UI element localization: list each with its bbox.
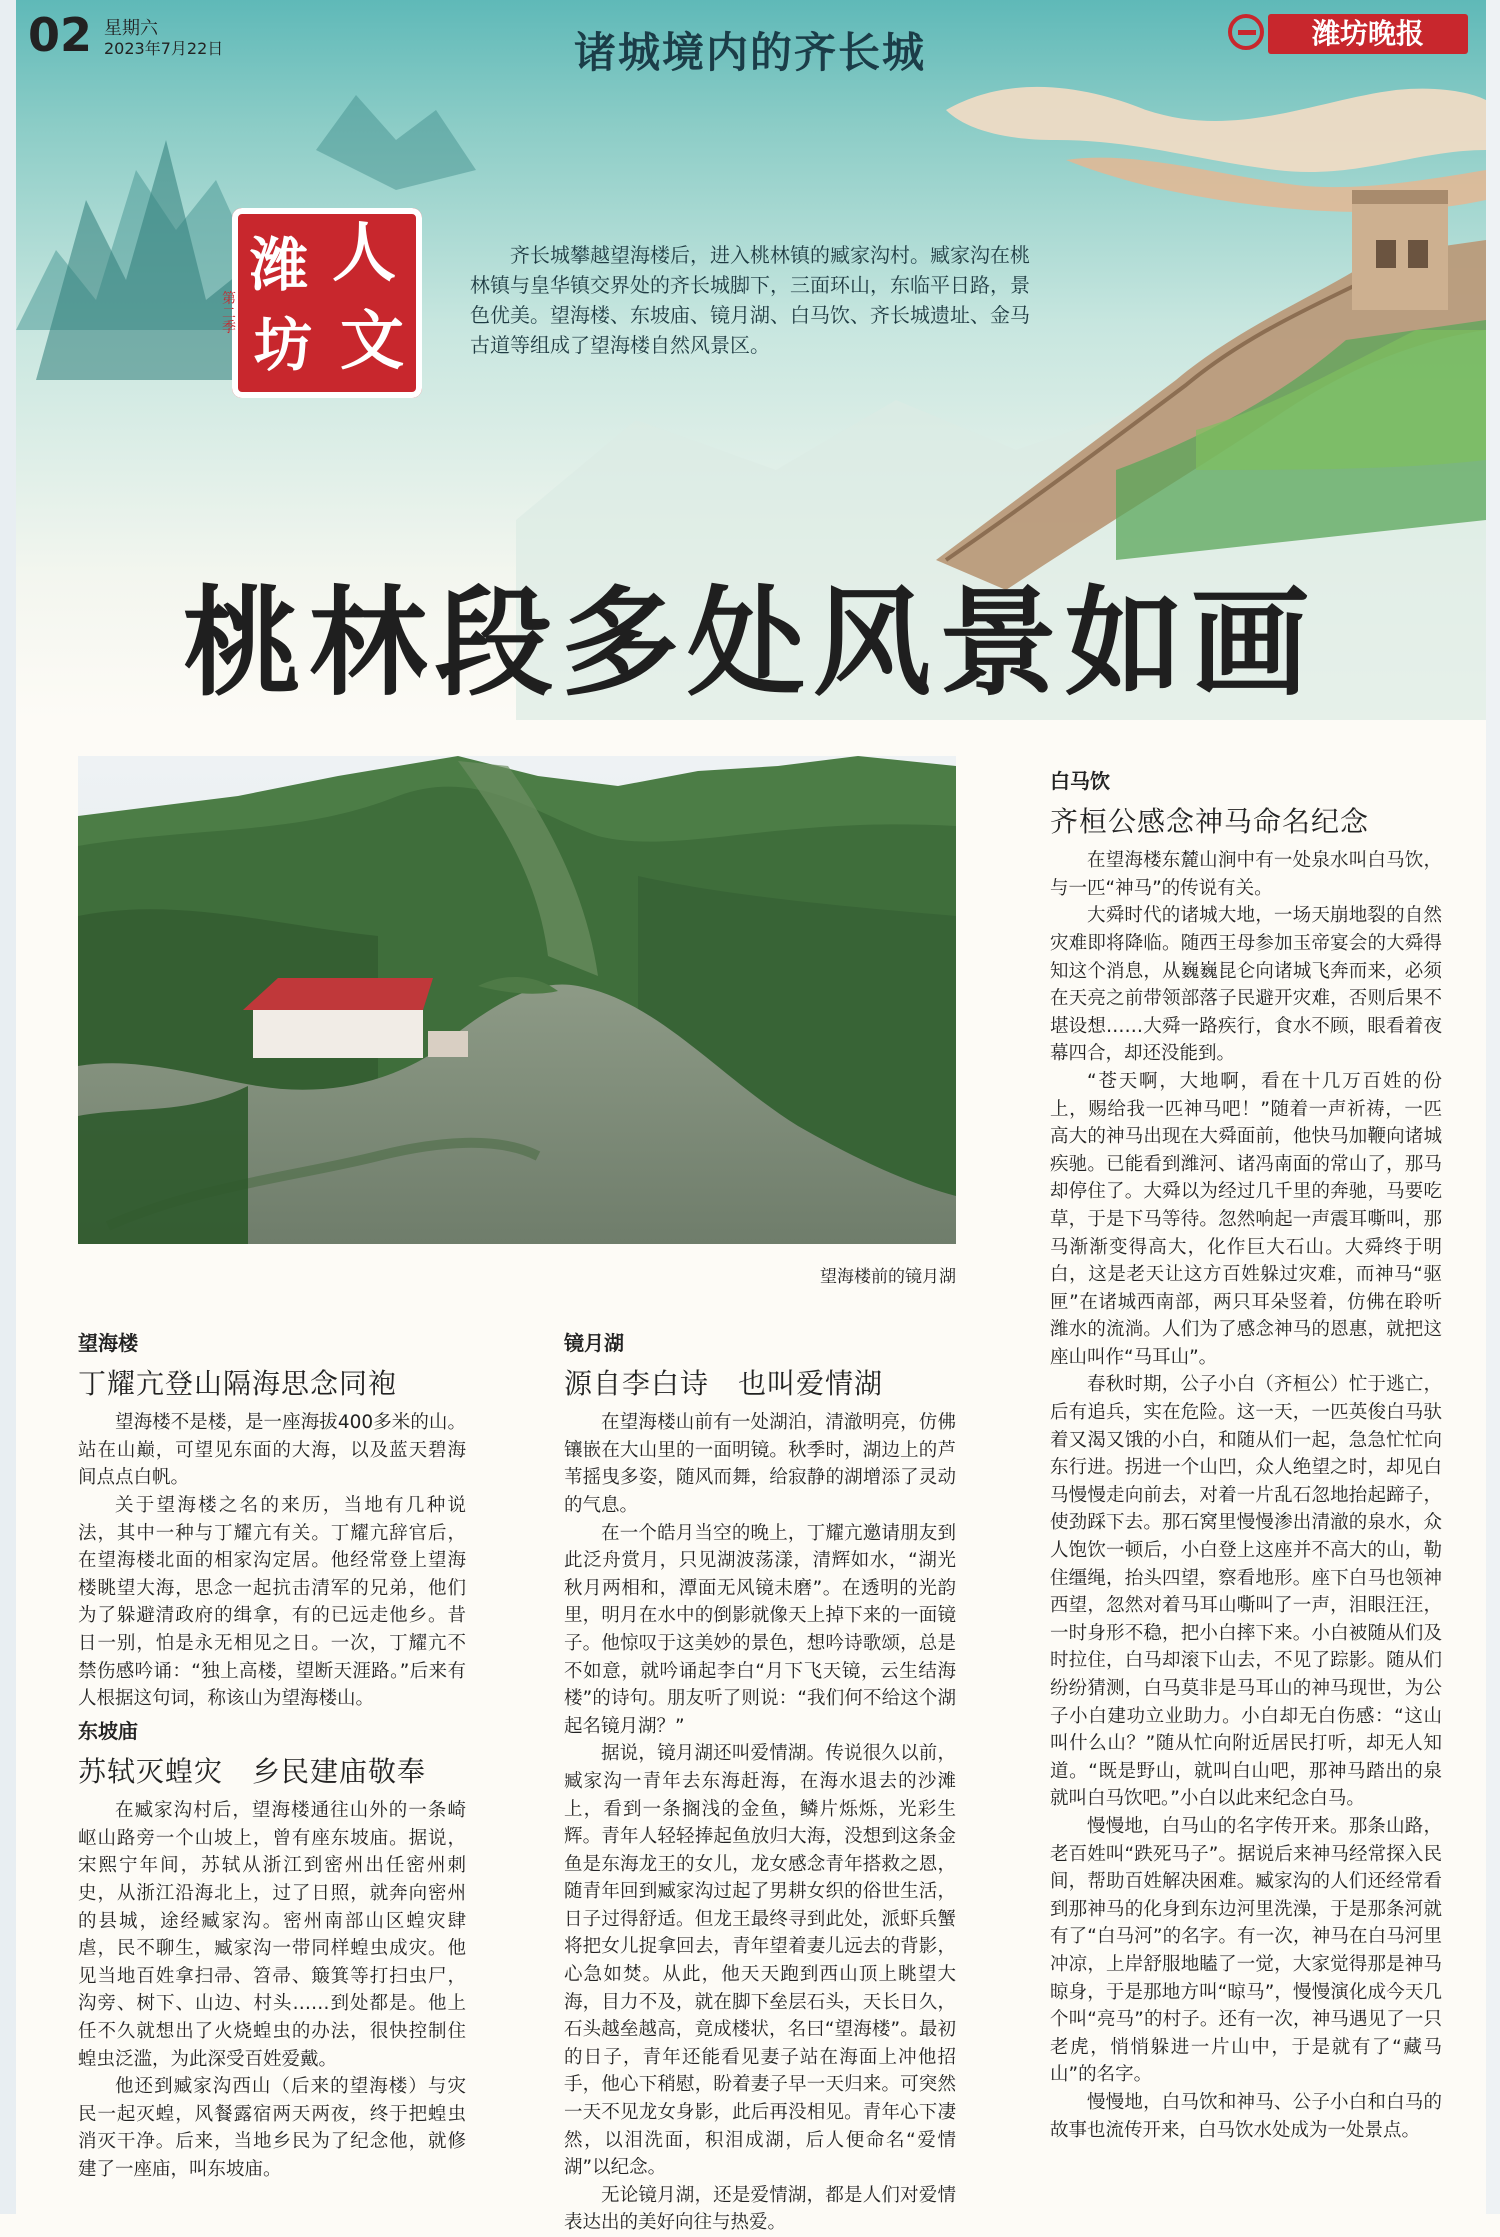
seal-char-1: 潍 <box>250 231 309 299</box>
photo-caption: 望海楼前的镜月湖 <box>820 1267 956 1287</box>
paragraph: 无论镜月湖，还是爱情湖，都是人们对爱情表达出的美好向往与热爱。 <box>564 2184 956 2234</box>
paragraph: 春秋时期，公子小白（齐桓公）忙于逃亡，后有追兵，实在危险。这一天，一匹英俊白马驮着又渴又饿的小白，和随从们一起，急急忙忙向东行进。拐进一个山凹，众人绝望之时，却见白马慢慢走向前去，对着一片乱石忽地抬起蹄子，使劲踩下去。那石窝里慢慢渗出清澈的泉水，众人饱饮一顿后，小白登上这座并不高大的山，勒住缰绳，抬头四望，察看地形。座下白马也领神西望，忽然对着马耳山嘶叫了一声，泪眼汪汪，一时身形不稳，把小白摔下来。小白被随从们及时拉住，白马却滚下山去，不见了踪影。随从们纷纷猜测，白马莫非是马耳山的神马现世，为公子小白建功立业助力。小白却无白伤感：“这山叫什么山？”随从忙向附近居民打听，却无人知道。“既是野山，就叫白山吧，那神马踏出的泉就叫白马饮吧。”小白以此来纪念白马。 <box>1050 1374 1442 1810</box>
paragraph: 在臧家沟村后，望海楼通往山外的一条崎岖山路旁一个山坡上，曾有座东坡庙。据说，宋熙宁年间，苏轼从浙江到密州出任密州刺史，从浙江沿海北上，过了日照，就奔向密州的县城，途经臧家沟。密州南部山区蝗灾肆虐，民不聊生，臧家沟一带同样蝗虫成灾。他见当地百姓拿扫帚、笤帚、簸箕等打扫虫尸，沟旁、树下、山边、村头……到处都是。他上任不久就想出了火烧蝗虫的办法，很快控制住蝗虫泛滥，为此深受百姓爱戴。 <box>78 1800 466 2070</box>
main-headline: 桃林段多处风景如画 <box>182 574 1317 712</box>
intro-paragraph: 齐长城攀越望海楼后，进入桃林镇的臧家沟村。臧家沟在桃林镇与皇华镇交界处的齐长城脚下，三面环山，东临平日路，景色优美。望海楼、东坡庙、镜月湖、白马饮、齐长城遗址、金马古道等组成了望海楼自然风景区。 <box>470 243 1030 357</box>
section-label: 东坡庙 <box>78 1719 138 1743</box>
paragraph: 望海楼不是楼，是一座海拔400多米的山。站在山巅，可望见东面的大海，以及蓝天碧海间点点白帆。 <box>78 1412 466 1489</box>
paragraph: “苍天啊，大地啊，看在十几万百姓的份上，赐给我一匹神马吧！”随着一声祈祷，一匹高大的神马出现在大舜面前，他快马加鞭向诸城疾驰。已能看到潍河、诸冯南面的常山了，那马却停住了。大舜以为经过几千里的奔驰，马要吃草，于是下马等待。忽然响起一声震耳嘶叫，那马渐渐变得高大，化作巨大石山。大舜终于明白，这是老天让这方百姓躲过灾难，而神马“驱匣”在诸城西南部，两只耳朵竖着，仿佛在聆听潍水的流淌。人们为了感念神马的恩惠，就把这座山叫作“马耳山”。 <box>1050 1070 1442 1368</box>
section-label: 望海楼 <box>78 1331 138 1355</box>
seal-season-tag: 第二季 <box>222 291 236 337</box>
paragraph: 在望海楼山前有一处湖泊，清澈明亮，仿佛镶嵌在大山里的一面明镜。秋季时，湖边上的芦苇摇曳多姿，随风而舞，给寂静的湖增添了灵动的气息。 <box>564 1412 956 1516</box>
header-title: 诸城境内的齐长城 <box>573 28 926 77</box>
seal-char-3: 坊 <box>254 311 313 379</box>
paragraph: 关于望海楼之名的来历，当地有几种说法，其中一种与丁耀亢有关。丁耀亢辞官后，在望海楼北面的相家沟定居。他经常登上望海楼眺望大海，思念一起抗击清军的兄弟，他们为了躲避清政府的缉拿，有的已远走他乡。昔日一别，怕是永无相见之日。一次，丁耀亢不禁伤感吟诵：“独上高楼，望断天涯路。”后来有人根据这句词，称该山为望海楼山。 <box>78 1494 466 1710</box>
masthead-logo-icon <box>1228 14 1264 50</box>
section-wanghailou <box>78 1330 466 1713</box>
header-date: 2023年7月22日 <box>104 39 224 58</box>
section-label: 镜月湖 <box>564 1331 624 1355</box>
section-dongpomiao <box>78 1718 466 2184</box>
section-jingyuehu <box>564 1330 956 2237</box>
section-headline: 源自李白诗 也叫爱情湖 <box>564 1366 884 1400</box>
masthead: 潍坊晚报 <box>1268 14 1468 54</box>
paragraph: 慢慢地，白马饮和神马、公子小白和白马的故事也流传开来，白马饮水处成为一处景点。 <box>1050 2091 1442 2141</box>
page-number: 02 <box>28 8 93 62</box>
page-right-border <box>1486 0 1500 2214</box>
paragraph: 慢慢地，白马山的名字传开来。那条山路，老百姓叫“跌死马子”。据说后来神马经常探入民间，帮助百姓解决困难。臧家沟的人们还经常看到那神马的化身到东边河里洗澡，于是那条河就有了“白马河”的名字。有一次，神马在白马河里冲凉，上岸舒服地瞌了一觉，大家觉得那是神马晾身，于是那地方叫“晾马”，慢慢演化成今天几个叫“亮马”的村子。还有一次，神马遇见了一只老虎，悄悄躲进一片山中，于是就有了“藏马山”的名字。 <box>1050 1815 1442 2086</box>
lake-photo <box>78 756 956 1244</box>
header-weekday: 星期六 <box>104 18 158 39</box>
paragraph: 在一个皓月当空的晚上，丁耀亢邀请朋友到此泛舟赏月，只见湖波荡漾，清辉如水，“湖光秋月两相和，潭面无风镜未磨”。在透明的光韵里，明月在水中的倒影就像天上掉下来的一面镜子。他惊叹于这美妙的景色，想吟诗歌颂，总是不如意，就吟诵起李白“月下飞天镜，云生结海楼”的诗句。朋友听了则说：“我们何不给这个湖起名镜月湖？” <box>564 1522 956 1737</box>
paragraph: 据说，镜月湖还叫爱情湖。传说很久以前，臧家沟一青年去东海赶海，在海水退去的沙滩上，看到一条搁浅的金鱼，鳞片烁烁，光彩生辉。青年人轻轻捧起鱼放归大海，没想到这条金鱼是东海龙王的女儿，龙女感念青年搭救之恩，随青年回到臧家沟过起了男耕女织的俗世生活，日子过得舒适。但龙王最终寻到此处，派虾兵蟹将把女儿捉拿回去，青年望着妻儿远去的背影，心急如焚。从此，他天天跑到西山顶上眺望大海，目力不及，就在脚下垒层石头，天长日久，石头越垒越高，竟成楼状，名曰“望海楼”。最初的日子，青年还能看见妻子站在海面上冲他招手，他心下稍慰，盼着妻子早一天归来。可突然一天不见龙女身影，此后再没相见。青年心下凄然，以泪洗面，积泪成湖，后人便命名“爱情湖”以纪念。 <box>564 1743 956 2179</box>
section-headline: 苏轼灭蝗灾 乡民建庙敬奉 <box>78 1754 427 1788</box>
seal-char-4: 文 <box>340 305 404 379</box>
paragraph: 他还到臧家沟西山（后来的望海楼）与灾民一起灭蝗，风餐露宿两天两夜，终于把蝗虫消灭干净。后来，当地乡民为了纪念他，就修建了一座庙，叫东坡庙。 <box>78 2076 466 2180</box>
section-baimayin <box>1050 768 1442 2144</box>
column-seal-logo <box>232 208 422 398</box>
page-left-border <box>0 0 16 2214</box>
section-label: 白马饮 <box>1050 769 1110 793</box>
section-headline: 齐桓公感念神马命名纪念 <box>1050 804 1370 838</box>
paragraph: 大舜时代的诸城大地，一场天崩地裂的自然灾难即将降临。随西王母参加玉帝宴会的大舜得知这个消息，从巍巍昆仑向诸城飞奔而来，必须在天亮之前带领部落子民避开灾难，否则后果不堪设想……大舜一路疾行，食水不顾，眼看着夜幕四合，却还没能到。 <box>1050 905 1442 1065</box>
section-headline: 丁耀亢登山隔海思念同袍 <box>78 1366 398 1400</box>
seal-char-2: 人 <box>332 217 396 291</box>
lake-photo-image <box>78 756 956 1244</box>
paragraph: 在望海楼东麓山涧中有一处泉水叫白马饮，与一匹“神马”的传说有关。 <box>1050 850 1442 899</box>
